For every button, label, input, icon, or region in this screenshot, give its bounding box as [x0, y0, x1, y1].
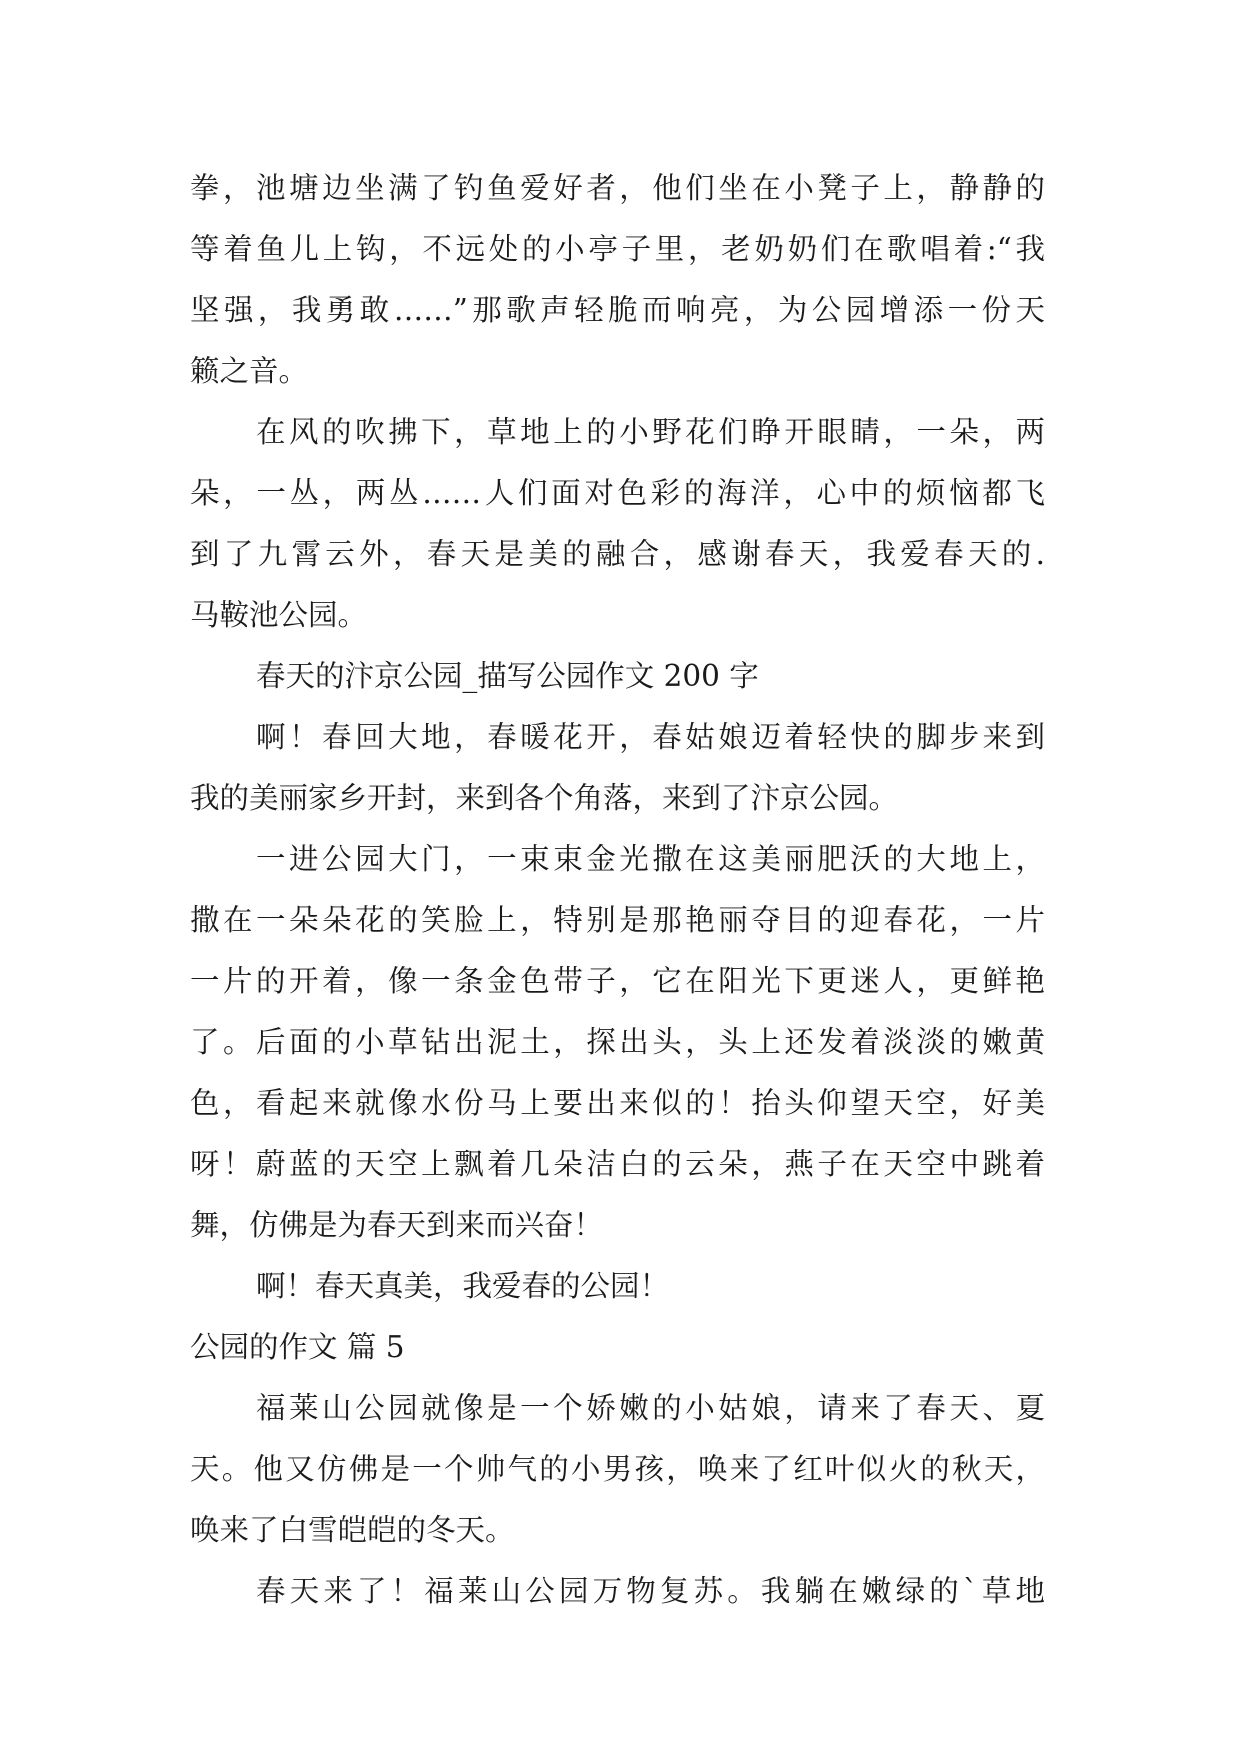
paragraph-first-line: 在风的吹拂下，草地上的小野花们睁开眼睛，一朵，两 — [256, 415, 1045, 449]
text-line: 等着鱼儿上钩，不远处的小亭子里，老奶奶们在歌唱着:“我 — [190, 232, 1045, 266]
text-line: 舞，仿佛是为春天到来而兴奋！ — [190, 1208, 604, 1242]
text-line: 天。他又仿佛是一个帅气的小男孩，唤来了红叶似火的秋天， — [190, 1452, 1045, 1486]
document-page — [190, 158, 1045, 1622]
section-heading: 公园的作文 篇 5 — [190, 1330, 405, 1364]
paragraph-first-line: 啊！春天真美，我爱春的公园！ — [256, 1269, 670, 1303]
text-line: 坚强，我勇敢……”那歌声轻脆而响亮，为公园增添一份天 — [190, 293, 1045, 327]
text-line: 拳，池塘边坐满了钓鱼爱好者，他们坐在小凳子上，静静的 — [190, 171, 1045, 205]
text-line: 到了九霄云外，春天是美的融合，感谢春天，我爱春天的. — [190, 537, 1045, 571]
text-line: 唤来了白雪皑皑的冬天。 — [190, 1513, 515, 1547]
text-line: 朵，一丛，两丛……人们面对色彩的海洋，心中的烦恼都飞 — [190, 476, 1045, 510]
paragraph-first-line: 福莱山公园就像是一个娇嫩的小姑娘，请来了春天、夏 — [256, 1391, 1045, 1425]
text-line: 色，看起来就像水份马上要出来似的！抬头仰望天空，好美 — [190, 1086, 1045, 1120]
text-line: 呀！蔚蓝的天空上飘着几朵洁白的云朵，燕子在天空中跳着 — [190, 1147, 1045, 1181]
essay-title: 春天的汴京公园_描写公园作文 200 字 — [256, 659, 759, 693]
paragraph-first-line: 一进公园大门，一束束金光撒在这美丽肥沃的大地上， — [256, 842, 1045, 876]
text-line: 一片的开着，像一条金色带子，它在阳光下更迷人，更鲜艳 — [190, 964, 1045, 998]
text-line: 了。后面的小草钻出泥土，探出头，头上还发着淡淡的嫩黄 — [190, 1025, 1045, 1059]
text-line: 马鞍池公园。 — [190, 598, 368, 632]
text-line: 我的美丽家乡开封，来到各个角落，来到了汴京公园。 — [190, 781, 899, 815]
text-line: 籁之音。 — [190, 354, 309, 388]
paragraph-first-line: 春天来了！福莱山公园万物复苏。我躺在嫩绿的`草地 — [256, 1574, 1045, 1608]
paragraph-first-line: 啊！春回大地，春暖花开，春姑娘迈着轻快的脚步来到 — [256, 720, 1045, 754]
text-line: 撒在一朵朵花的笑脸上，特别是那艳丽夺目的迎春花，一片 — [190, 903, 1045, 937]
